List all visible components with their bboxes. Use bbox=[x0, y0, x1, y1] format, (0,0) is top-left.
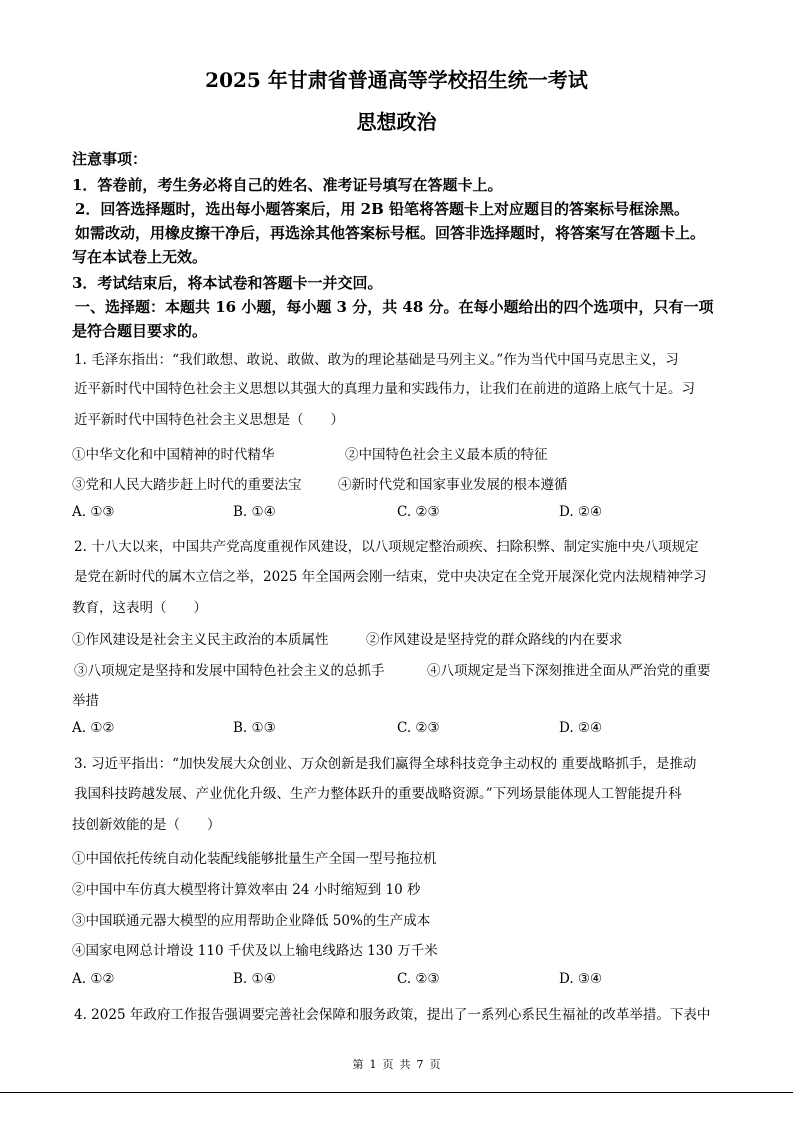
notice-line-5: 3．考试结束后，将本试卷和答题卡一并交回。 bbox=[72, 274, 383, 292]
q2-item-1: ①作风建设是社会主义民主政治的本质属性 bbox=[72, 632, 329, 648]
q2-item-2: ②作风建设是坚持党的群众路线的内在要求 bbox=[366, 632, 623, 648]
q2-item-4: ④八项规定是当下深刻推进全面从严治党的重要 bbox=[427, 663, 711, 679]
q1-item-4: ④新时代党和国家事业发展的根本遵循 bbox=[338, 477, 568, 493]
q3-item-4: ④国家电网总计增设 110 千伏及以上输电线路达 130 万千米 bbox=[72, 943, 438, 959]
footer-total-label: 共 bbox=[399, 1058, 411, 1071]
q3-choice-b: B. ①④ bbox=[233, 971, 276, 987]
q1-stem-3: 近平新时代中国特色社会主义思想是（ ） bbox=[74, 412, 344, 428]
q2-item-3: ③八项规定是坚持和发展中国特色社会主义的总抓手 bbox=[74, 663, 385, 679]
footer-total-number: 7 bbox=[416, 1058, 424, 1071]
exam-title: 2025 年甘肃省普通高等学校招生统一考试 bbox=[205, 68, 588, 92]
bottom-rule bbox=[0, 1092, 793, 1093]
notice-line-3: 如需改动，用橡皮擦干净后，再选涂其他答案标号框。回答非选择题时，将答案写在答题卡上。 bbox=[75, 224, 706, 242]
q2-item-4-cont: 举措 bbox=[72, 693, 99, 709]
footer-total-end: 页 bbox=[429, 1058, 441, 1071]
q3-stem-1: 3. 习近平指出：“加快发展大众创业、万众创新是我们赢得全球科技竞争主动权的 重要战略抓手，是推动 bbox=[74, 756, 697, 772]
section-heading-1: 一、选择题：本题共 16 小题，每小题 3 分，共 48 分。在每小题给出的四个选项中，只有一项 bbox=[75, 298, 714, 316]
page-footer bbox=[0, 1056, 793, 1072]
q1-choice-d: D. ②④ bbox=[559, 504, 603, 520]
q3-item-3: ③中国联通元器大模型的应用帮助企业降低 50%的生产成本 bbox=[72, 913, 431, 929]
q3-item-1: ①中国依托传统自动化装配线能够批量生产全国一型号拖拉机 bbox=[72, 851, 437, 867]
q2-stem-1: 2. 十八大以来，中国共产党高度重视作风建设，以八项规定整治顽疾、扫除积弊、制定实施中央八项规定 bbox=[74, 539, 699, 555]
q1-item-3: ③党和人民大踏步赶上时代的重要法宝 bbox=[72, 477, 302, 493]
notice-line-1: 1．答卷前，考生务必将自己的姓名、准考证号填写在答题卡上。 bbox=[72, 176, 503, 194]
q1-choice-c: C. ②③ bbox=[397, 504, 440, 520]
q2-stem-3: 教育，这表明（ ） bbox=[72, 600, 207, 616]
q1-choice-b: B. ①④ bbox=[233, 504, 276, 520]
notice-line-4: 写在本试卷上无效。 bbox=[72, 248, 208, 266]
q3-item-2: ②中国中车仿真大模型将计算效率由 24 小时缩短到 10 秒 bbox=[72, 882, 421, 898]
q1-choice-a: A. ①③ bbox=[72, 504, 115, 520]
q1-item-2: ②中国特色社会主义最本质的特征 bbox=[345, 447, 548, 463]
q3-choice-a: A. ①② bbox=[72, 971, 115, 987]
q2-choice-b: B. ①③ bbox=[233, 720, 276, 736]
q3-choice-d: D. ③④ bbox=[559, 971, 603, 987]
q2-choice-d: D. ②④ bbox=[559, 720, 603, 736]
q2-choice-c: C. ②③ bbox=[397, 720, 440, 736]
q2-stem-2: 是党在新时代的属木立信之举，2025 年全国两会刚一结束，党中央决定在全党开展深化党内法规精神学习 bbox=[74, 569, 707, 585]
q1-item-1: ①中华文化和中国精神的时代精华 bbox=[72, 447, 275, 463]
notice-line-2: 2．回答选择题时，选出每小题答案后，用 2B 铅笔将答题卡上对应题目的答案标号框涂黑。 bbox=[75, 200, 690, 218]
q1-stem-2: 近平新时代中国特色社会主义思想以其强大的真理力量和实践伟力，让我们在前进的道路上底气十足。习 bbox=[74, 381, 695, 397]
q4-stem-1: 4. 2025 年政府工作报告强调要完善社会保障和服务政策，提出了一系列心系民生福祉的改革举措。下表中 bbox=[74, 1007, 711, 1023]
footer-page-label: 第 bbox=[352, 1058, 364, 1071]
section-heading-2: 是符合题目要求的。 bbox=[72, 322, 208, 340]
subject-title: 思想政治 bbox=[356, 110, 437, 134]
notice-heading: 注意事项： bbox=[72, 150, 148, 168]
q1-stem-1: 1. 毛泽东指出：“我们敢想、敢说、敢做、敢为的理论基础是马列主义。”作为当代中国马克思主义，习 bbox=[74, 352, 679, 368]
footer-page-number: 1 bbox=[369, 1058, 377, 1071]
q2-choice-a: A. ①② bbox=[72, 720, 115, 736]
footer-page-mid: 页 bbox=[382, 1058, 394, 1071]
q3-stem-3: 技创新效能的是（ ） bbox=[72, 817, 221, 833]
q3-choice-c: C. ②③ bbox=[397, 971, 440, 987]
q3-stem-2: 我国科技跨越发展、产业优化升级、生产力整体跃升的重要战略资源。”下列场景能体现人工智能提升科 bbox=[74, 786, 682, 802]
